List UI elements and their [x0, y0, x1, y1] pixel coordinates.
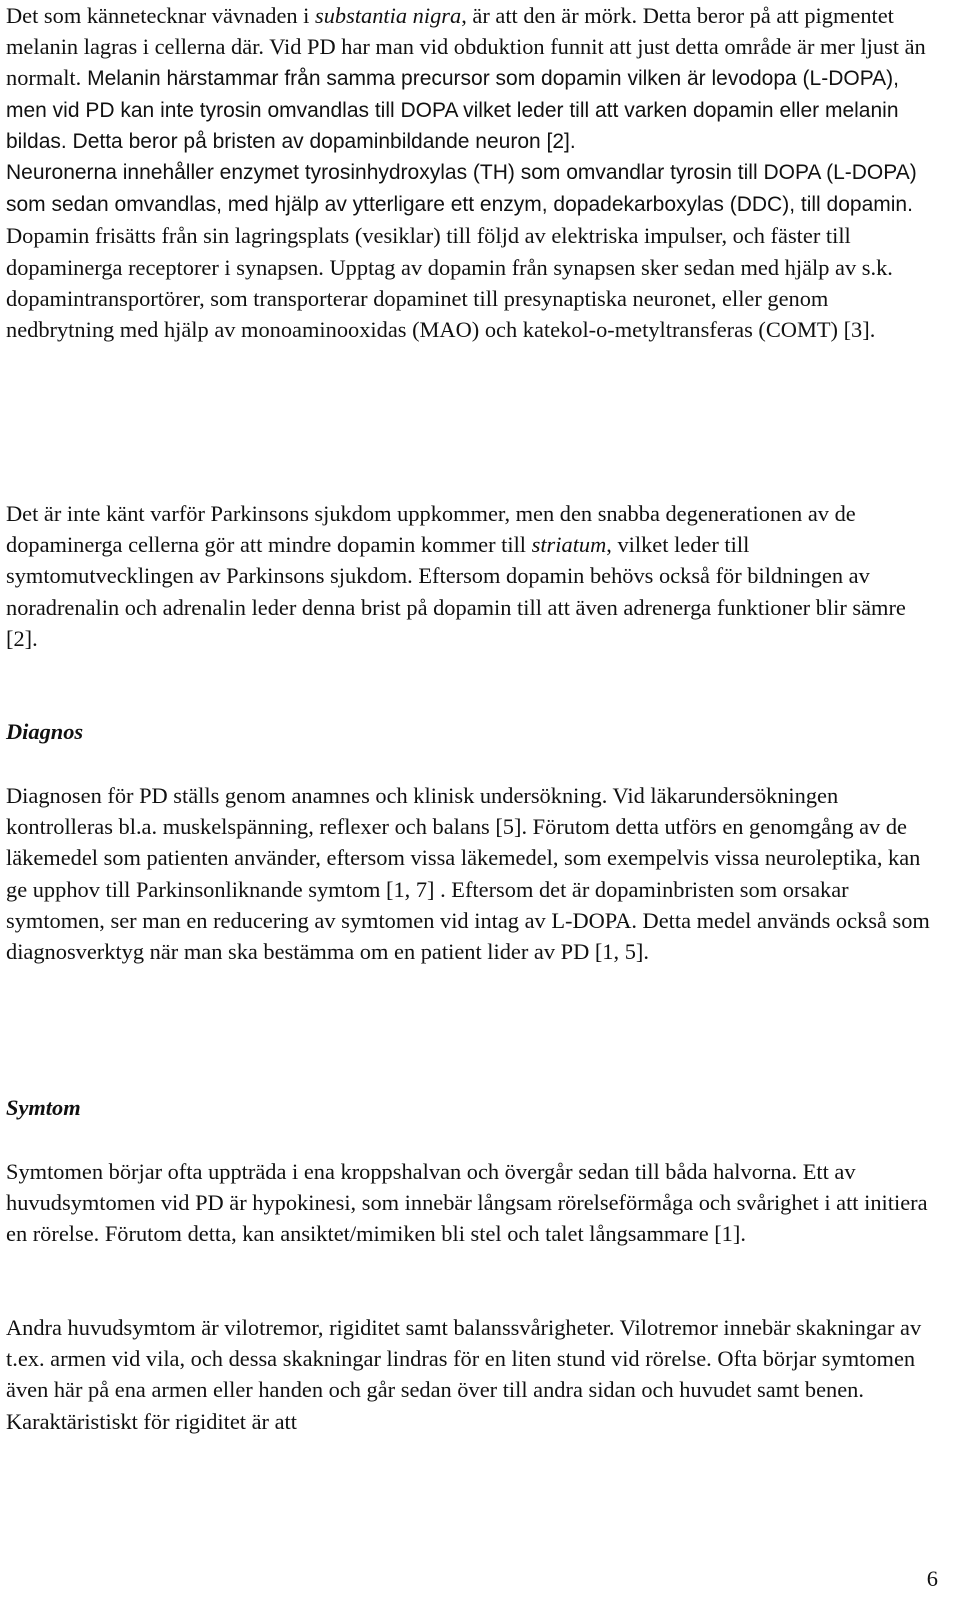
text-run-cause-a: Det är inte känt varför Parkinsons sjukdom uppkommer, men den snabba degenerationen av de dopaminerga cellerna gör att mindre dopamin kommer till	[6, 501, 856, 558]
page-number: 6	[926, 1566, 938, 1591]
paragraph-pathology	[6, 0, 940, 345]
heading-diagnos: Diagnos	[6, 719, 84, 744]
paragraph-symtom-2: Andra huvudsymtom är vilotremor, rigiditet samt balanssvårigheter. Vilotremor innebär skakningar av t.ex. armen vid vila, och dessa skakningar lindras för en liten stund vid rörelse. Ofta börjar symtomen även här på ena armen eller handen och går sedan över till andra sidan och huvudet samt benen. Karaktäristiskt för rigiditet är att	[6, 1315, 922, 1434]
text-run-cause-c: , vilket leder till symtomutvecklingen av Parkinsons sjukdom. Eftersom dopamin behövs också för bildningen av noradrenalin och adrenalin leder denna brist på dopamin till att även adrenerga funktioner blir sämre [2].	[6, 532, 906, 651]
text-run-pathology-1a: Det som kännetecknar vävnaden i	[6, 3, 315, 28]
italic-term-substantia-nigra: substantia nigra	[315, 3, 462, 28]
paragraph-cause	[6, 498, 940, 654]
italic-term-striatum: striatum	[531, 532, 607, 558]
paragraph-diagnos: Diagnosen för PD ställs genom anamnes och klinisk undersökning. Vid läkarundersökningen kontrolleras bl.a. muskelspänning, reflexer och balans [5]. Förutom detta utförs en genomgång av de läkemedel som patienten använder, eftersom vissa läkemedel, som exempelvis vissa neuroleptika, kan ge upphov till Parkinsonliknande symtom [1, 7] . Eftersom det är dopaminbristen som orsakar symtomen, ser man en reducering av symtomen vid intag av L-DOPA. Detta medel används också som diagnosverktyg när man ska bestämma om en patient lider av PD [1, 5].	[6, 783, 930, 965]
text-run-pathology-4: Dopamin frisätts från sin lagringsplats (vesiklar) till följd av elektriska impulser, och fäster till dopaminerga receptorer i synapsen. Upptag av dopamin från synapsen sker sedan med hjälp av s.k. dopamintransportörer, som transporterar dopaminet till presynaptiska neuronet, eller genom nedbrytning med hjälp av monoaminooxidas (MAO) och katekol-o-metyltransferas (COMT) [3].	[6, 223, 893, 343]
text-run-pathology-1c: , är att den är mörk. Detta beror på att pigmentet melanin lagras i cellerna där. Vid PD har man vid obduktion funnit att just detta område är mer ljust än normalt.	[6, 3, 926, 91]
text-run-pathology-2: Melanin härstammar från samma precursor som dopamin vilken är levodopa (L-DOPA), men vid PD kan inte tyrosin omvandlas till DOPA vilket leder till att varken dopamin eller melanin bildas. Detta beror på bristen av dopaminbildande neuron [2].	[6, 67, 899, 153]
heading-symtom: Symtom	[6, 1095, 81, 1120]
text-run-pathology-3: Neuronerna innehåller enzymet tyrosinhydroxylas (TH) som omvandlar tyrosin till DOPA (L-DOPA) som sedan omvandlas, med hjälp av ytterligare ett enzym, dopadekarboxylas (DDC), till dopamin.	[6, 161, 917, 217]
paragraph-symtom-1: Symtomen börjar ofta uppträda i ena kroppshalvan och övergår sedan till båda halvorna. Ett av huvudsymtomen vid PD är hypokinesi, som innebär långsam rörelseförmåga och svårighet i att initiera en rörelse. Förutom detta, kan ansiktet/mimiken bli stel och talet långsammare [1].	[6, 1159, 928, 1247]
